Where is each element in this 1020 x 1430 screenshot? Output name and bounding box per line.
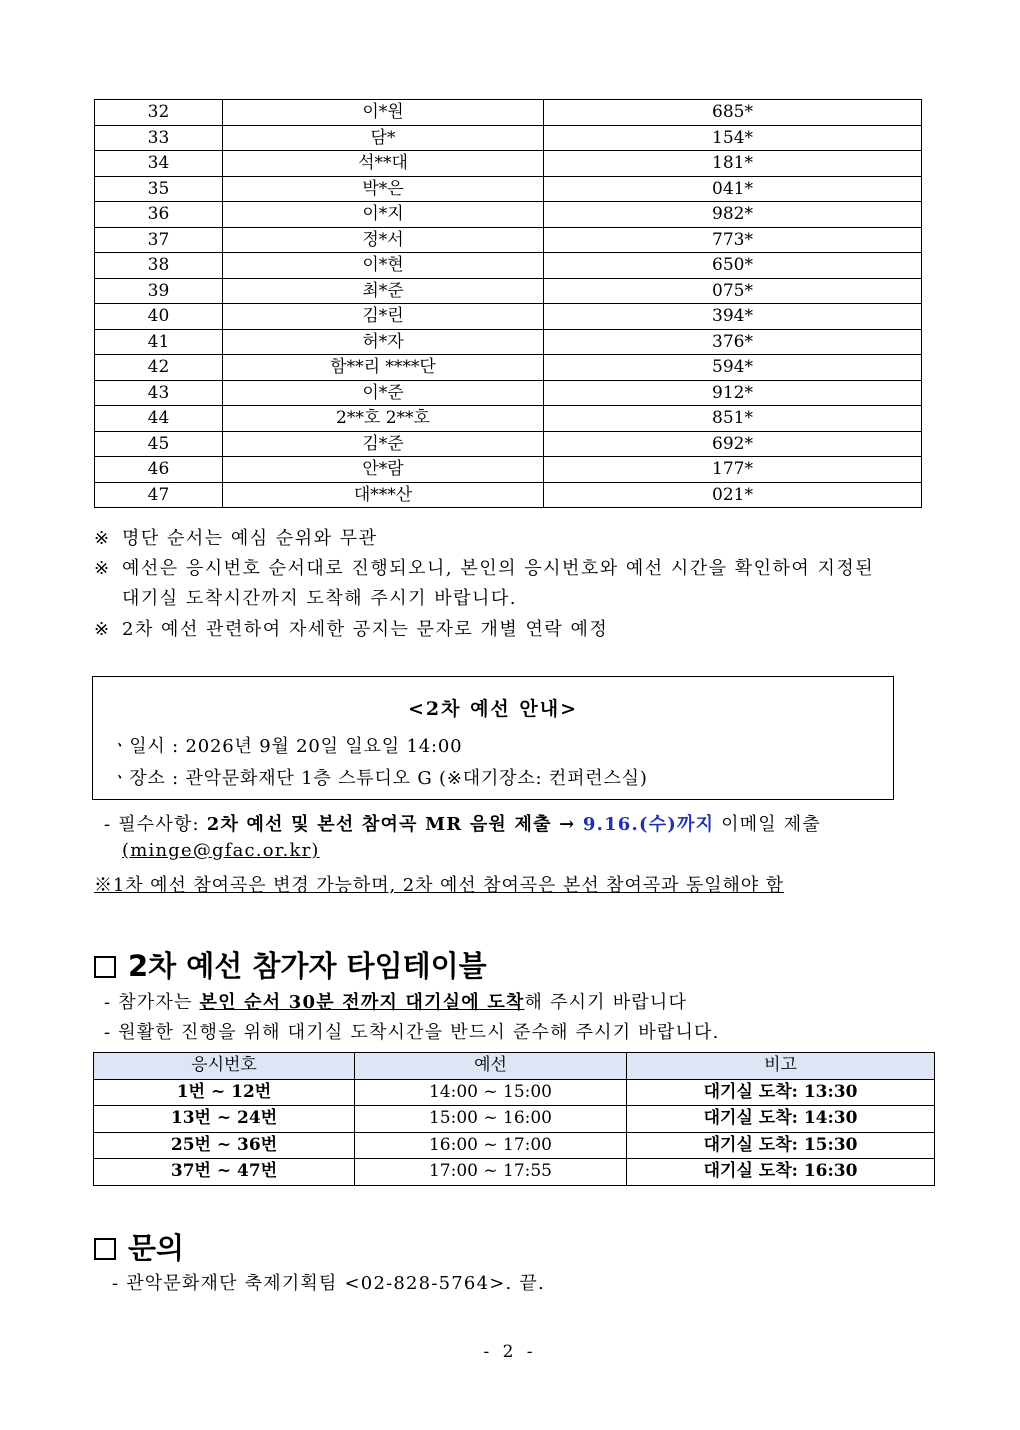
cell-number: 46 xyxy=(95,457,223,483)
deadline: 9.16.(수)까지 xyxy=(582,814,715,835)
cell-number: 38 xyxy=(95,253,223,279)
requirement-note: ※1차 예선 참여곡은 변경 가능하며, 2차 예선 참여곡은 본선 참여곡과 동일해야 함 xyxy=(94,875,784,896)
note-mark: ※ xyxy=(94,619,111,640)
requirement-email xyxy=(122,840,320,861)
table-row xyxy=(95,278,922,304)
cell-code: 376* xyxy=(544,329,922,355)
table-row xyxy=(94,1079,935,1106)
table-row xyxy=(95,329,922,355)
cell-number: 41 xyxy=(95,329,223,355)
round2-info-box xyxy=(92,676,894,800)
cell-arrival: 대기실 도착: 14:30 xyxy=(627,1106,935,1133)
table-row xyxy=(95,482,922,508)
info-date: ㆍ일시 : 2026년 9월 20일 일요일 14:00 xyxy=(111,736,463,757)
cell-name: 2**호 2**호 xyxy=(223,406,544,432)
cell-code: 685* xyxy=(544,100,922,126)
participant-table xyxy=(94,99,922,508)
note-schedule: ※ 예선은 응시번호 순서대로 진행되오니, 본인의 응시번호와 예선 시간을 확인하여 지정된 xyxy=(94,558,875,579)
cell-code: 650* xyxy=(544,253,922,279)
cell-code: 773* xyxy=(544,227,922,253)
cell-code: 394* xyxy=(544,304,922,330)
cell-range: 13번 ~ 24번 xyxy=(94,1106,355,1133)
table-row xyxy=(95,355,922,381)
cell-number: 35 xyxy=(95,176,223,202)
cell-code: 912* xyxy=(544,380,922,406)
contact-heading: 문의 xyxy=(94,1226,184,1267)
cell-code: 181* xyxy=(544,151,922,177)
note-mark: ※ xyxy=(94,558,111,579)
cell-time: 14:00 ~ 15:00 xyxy=(355,1079,627,1106)
cell-code: 594* xyxy=(544,355,922,381)
note-order: ※ 명단 순서는 예심 순위와 무관 xyxy=(94,528,378,549)
note-contact-sms: ※ 2차 예선 관련하여 자세한 공지는 문자로 개별 연락 예정 xyxy=(94,619,609,640)
table-row xyxy=(94,1132,935,1159)
cell-name: 김*준 xyxy=(223,431,544,457)
table-row xyxy=(95,253,922,279)
page-number: - 2 - xyxy=(483,1342,537,1362)
timetable-table xyxy=(93,1052,935,1186)
contact-line: - 관악문화재단 축제기획팀 <02-828-5764>. 끝. xyxy=(112,1273,545,1294)
cell-number: 43 xyxy=(95,380,223,406)
cell-range: 25번 ~ 36번 xyxy=(94,1132,355,1159)
cell-code: 154* xyxy=(544,125,922,151)
header-round: 예선 xyxy=(355,1053,627,1080)
cell-name: 최*준 xyxy=(223,278,544,304)
table-row xyxy=(95,304,922,330)
cell-name: 허*자 xyxy=(223,329,544,355)
note-schedule-cont: 대기실 도착시간까지 도착해 주시기 바랍니다. xyxy=(122,588,517,609)
cell-code: 692* xyxy=(544,431,922,457)
timetable-note-1: - 참가자는 본인 순서 30분 전까지 대기실에 도착해 주시기 바랍니다 xyxy=(104,992,688,1013)
cell-arrival: 대기실 도착: 15:30 xyxy=(627,1132,935,1159)
table-row xyxy=(95,202,922,228)
table-row xyxy=(95,100,922,126)
cell-code: 851* xyxy=(544,406,922,432)
info-place: ㆍ장소 : 관악문화재단 1층 스튜디오 G (※대기장소: 컨퍼런스실) xyxy=(111,768,648,789)
cell-number: 40 xyxy=(95,304,223,330)
note-mark: ※ xyxy=(94,528,111,549)
table-row xyxy=(95,431,922,457)
table-row xyxy=(95,227,922,253)
cell-code: 075* xyxy=(544,278,922,304)
cell-number: 34 xyxy=(95,151,223,177)
checkbox-square-icon xyxy=(94,956,116,978)
cell-name: 이*준 xyxy=(223,380,544,406)
cell-code: 021* xyxy=(544,482,922,508)
cell-range: 1번 ~ 12번 xyxy=(94,1079,355,1106)
cell-arrival: 대기실 도착: 13:30 xyxy=(627,1079,935,1106)
cell-number: 39 xyxy=(95,278,223,304)
cell-name: 박*은 xyxy=(223,176,544,202)
timetable-heading: 2차 예선 참가자 타임테이블 xyxy=(94,944,487,985)
cell-number: 33 xyxy=(95,125,223,151)
cell-range: 37번 ~ 47번 xyxy=(94,1159,355,1186)
cell-time: 17:00 ~ 17:55 xyxy=(355,1159,627,1186)
cell-number: 37 xyxy=(95,227,223,253)
cell-name: 이*현 xyxy=(223,253,544,279)
cell-number: 45 xyxy=(95,431,223,457)
timetable-note-2: - 원활한 진행을 위해 대기실 도착시간을 반드시 준수해 주시기 바랍니다. xyxy=(104,1022,720,1043)
cell-name: 이*지 xyxy=(223,202,544,228)
cell-number: 47 xyxy=(95,482,223,508)
table-row xyxy=(94,1106,935,1133)
table-row xyxy=(94,1159,935,1186)
cell-name: 함**리 ****단 xyxy=(223,355,544,381)
table-row xyxy=(95,406,922,432)
email-link[interactable]: (minge@gfac.or.kr) xyxy=(122,840,320,861)
cell-time: 16:00 ~ 17:00 xyxy=(355,1132,627,1159)
table-row xyxy=(95,125,922,151)
header-number: 응시번호 xyxy=(94,1053,355,1080)
cell-number: 32 xyxy=(95,100,223,126)
cell-time: 15:00 ~ 16:00 xyxy=(355,1106,627,1133)
header-note: 비고 xyxy=(627,1053,935,1080)
timetable-header-row xyxy=(94,1053,935,1080)
table-row xyxy=(95,457,922,483)
table-row xyxy=(95,151,922,177)
cell-name: 안*람 xyxy=(223,457,544,483)
cell-name: 석**대 xyxy=(223,151,544,177)
cell-number: 44 xyxy=(95,406,223,432)
cell-name: 김*린 xyxy=(223,304,544,330)
cell-arrival: 대기실 도착: 16:30 xyxy=(627,1159,935,1186)
cell-code: 041* xyxy=(544,176,922,202)
checkbox-square-icon xyxy=(94,1238,116,1260)
cell-name: 정*서 xyxy=(223,227,544,253)
info-box-title: <2차 예선 안내> xyxy=(407,698,579,720)
cell-name: 담* xyxy=(223,125,544,151)
requirement-line: - 필수사항: 2차 예선 및 본선 참여곡 MR 음원 제출 → 9.16.(수)까지 이메일 제출 xyxy=(104,814,821,835)
table-row xyxy=(95,176,922,202)
cell-name: 이*원 xyxy=(223,100,544,126)
cell-code: 982* xyxy=(544,202,922,228)
cell-number: 42 xyxy=(95,355,223,381)
cell-number: 36 xyxy=(95,202,223,228)
cell-name: 대***산 xyxy=(223,482,544,508)
cell-code: 177* xyxy=(544,457,922,483)
table-row xyxy=(95,380,922,406)
